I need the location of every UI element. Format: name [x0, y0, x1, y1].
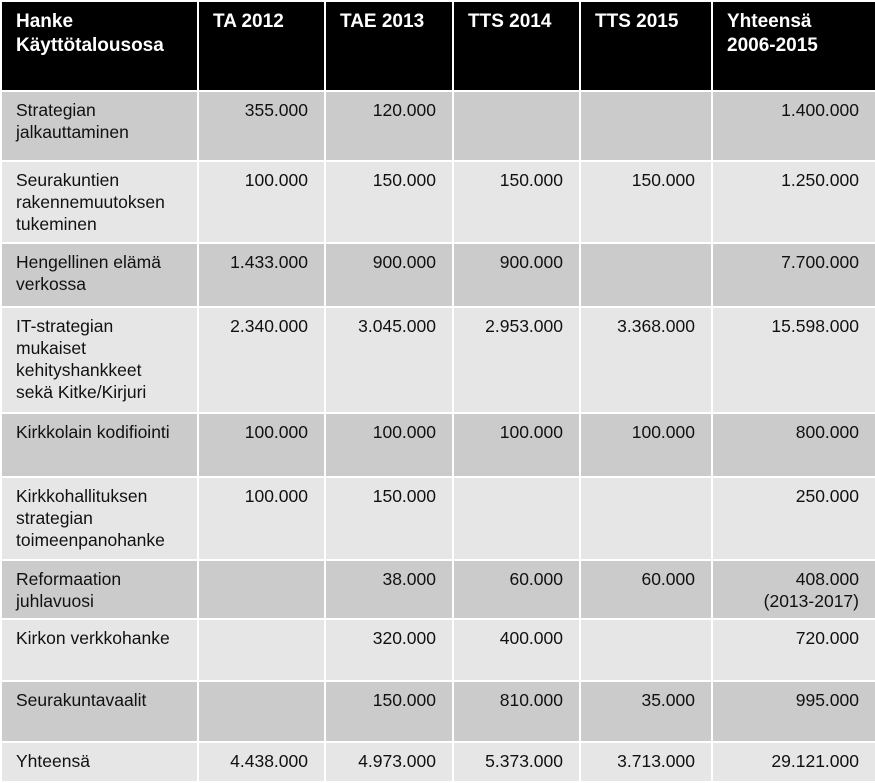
total-cell [712, 560, 875, 619]
tae-2013-value: 150.000 [325, 161, 453, 243]
ta-2012-value: 100.000 [198, 477, 325, 560]
tts-2015-value [580, 619, 712, 681]
tae-2013-value: 100.000 [325, 413, 453, 477]
tts-2014-value: 150.000 [453, 161, 580, 243]
header-tts-2014: TTS 2014 [453, 1, 580, 91]
table-row [1, 413, 875, 477]
total-value: 720.000 [712, 619, 875, 681]
table-row [1, 560, 875, 619]
table-row [1, 477, 875, 560]
total-value: 1.250.000 [712, 161, 875, 243]
tts-2015-value [580, 91, 712, 161]
table-header [1, 1, 875, 91]
header-project: Hanke Käyttötalousosa [1, 1, 198, 91]
total-value: 15.598.000 [712, 307, 875, 413]
tts-2014-value: 400.000 [453, 619, 580, 681]
ta-2012-value [198, 681, 325, 742]
header-tae-2013: TAE 2013 [325, 1, 453, 91]
tts-2015-total: 3.713.000 [580, 742, 712, 782]
tts-2015-value: 100.000 [580, 413, 712, 477]
tae-2013-total: 4.973.000 [325, 742, 453, 782]
total-value: 1.400.000 [712, 91, 875, 161]
total-value: 408.000 [795, 569, 859, 589]
project-name: Seurakuntavaalit [1, 681, 198, 742]
header-ta-2012: TA 2012 [198, 1, 325, 91]
project-name: Kirkkohallituksen strategian toimeenpanohanke [1, 477, 198, 560]
project-name: Kirkon verkkohanke [1, 619, 198, 681]
tts-2015-value [580, 477, 712, 560]
tts-2014-value: 900.000 [453, 243, 580, 307]
tts-2014-value: 2.953.000 [453, 307, 580, 413]
project-name: Seurakuntien rakennemuutoksen tukeminen [1, 161, 198, 243]
tts-2015-value [580, 243, 712, 307]
tts-2014-value: 100.000 [453, 413, 580, 477]
ta-2012-total: 4.438.000 [198, 742, 325, 782]
project-name: Strategian jalkauttaminen [1, 91, 198, 161]
project-name: Reformaation juhlavuosi [1, 560, 198, 619]
tts-2015-value: 150.000 [580, 161, 712, 243]
tts-2015-value: 60.000 [580, 560, 712, 619]
tts-2014-value: 810.000 [453, 681, 580, 742]
ta-2012-value: 100.000 [198, 413, 325, 477]
total-value: 7.700.000 [712, 243, 875, 307]
header-row [1, 1, 875, 91]
table-row [1, 307, 875, 413]
totals-row [1, 742, 875, 782]
project-name: IT-strategian mukaiset kehityshankkeet sekä Kitke/Kirjuri [1, 307, 198, 413]
table-body [1, 91, 875, 782]
tae-2013-value: 3.045.000 [325, 307, 453, 413]
project-name: Hengellinen elämä verkossa [1, 243, 198, 307]
table-row [1, 619, 875, 681]
tae-2013-value: 150.000 [325, 681, 453, 742]
ta-2012-value: 2.340.000 [198, 307, 325, 413]
table-row [1, 243, 875, 307]
grand-total: 29.121.000 [712, 742, 875, 782]
table-row [1, 681, 875, 742]
tae-2013-value: 38.000 [325, 560, 453, 619]
tae-2013-value: 150.000 [325, 477, 453, 560]
tts-2015-value: 3.368.000 [580, 307, 712, 413]
total-value: 995.000 [712, 681, 875, 742]
total-period-note: (2013-2017) [763, 591, 859, 611]
tts-2014-value [453, 91, 580, 161]
tae-2013-value: 120.000 [325, 91, 453, 161]
tae-2013-value: 320.000 [325, 619, 453, 681]
tts-2015-value: 35.000 [580, 681, 712, 742]
header-tts-2015: TTS 2015 [580, 1, 712, 91]
ta-2012-value: 1.433.000 [198, 243, 325, 307]
totals-label: Yhteensä [1, 742, 198, 782]
ta-2012-value: 355.000 [198, 91, 325, 161]
header-total: Yhteensä 2006-2015 [712, 1, 875, 91]
tts-2014-value [453, 477, 580, 560]
tae-2013-value: 900.000 [325, 243, 453, 307]
table-row [1, 161, 875, 243]
total-value: 800.000 [712, 413, 875, 477]
tts-2014-total: 5.373.000 [453, 742, 580, 782]
project-name: Kirkkolain kodifiointi [1, 413, 198, 477]
tts-2014-value: 60.000 [453, 560, 580, 619]
table-row [1, 91, 875, 161]
ta-2012-value [198, 560, 325, 619]
ta-2012-value [198, 619, 325, 681]
total-value: 250.000 [712, 477, 875, 560]
ta-2012-value: 100.000 [198, 161, 325, 243]
